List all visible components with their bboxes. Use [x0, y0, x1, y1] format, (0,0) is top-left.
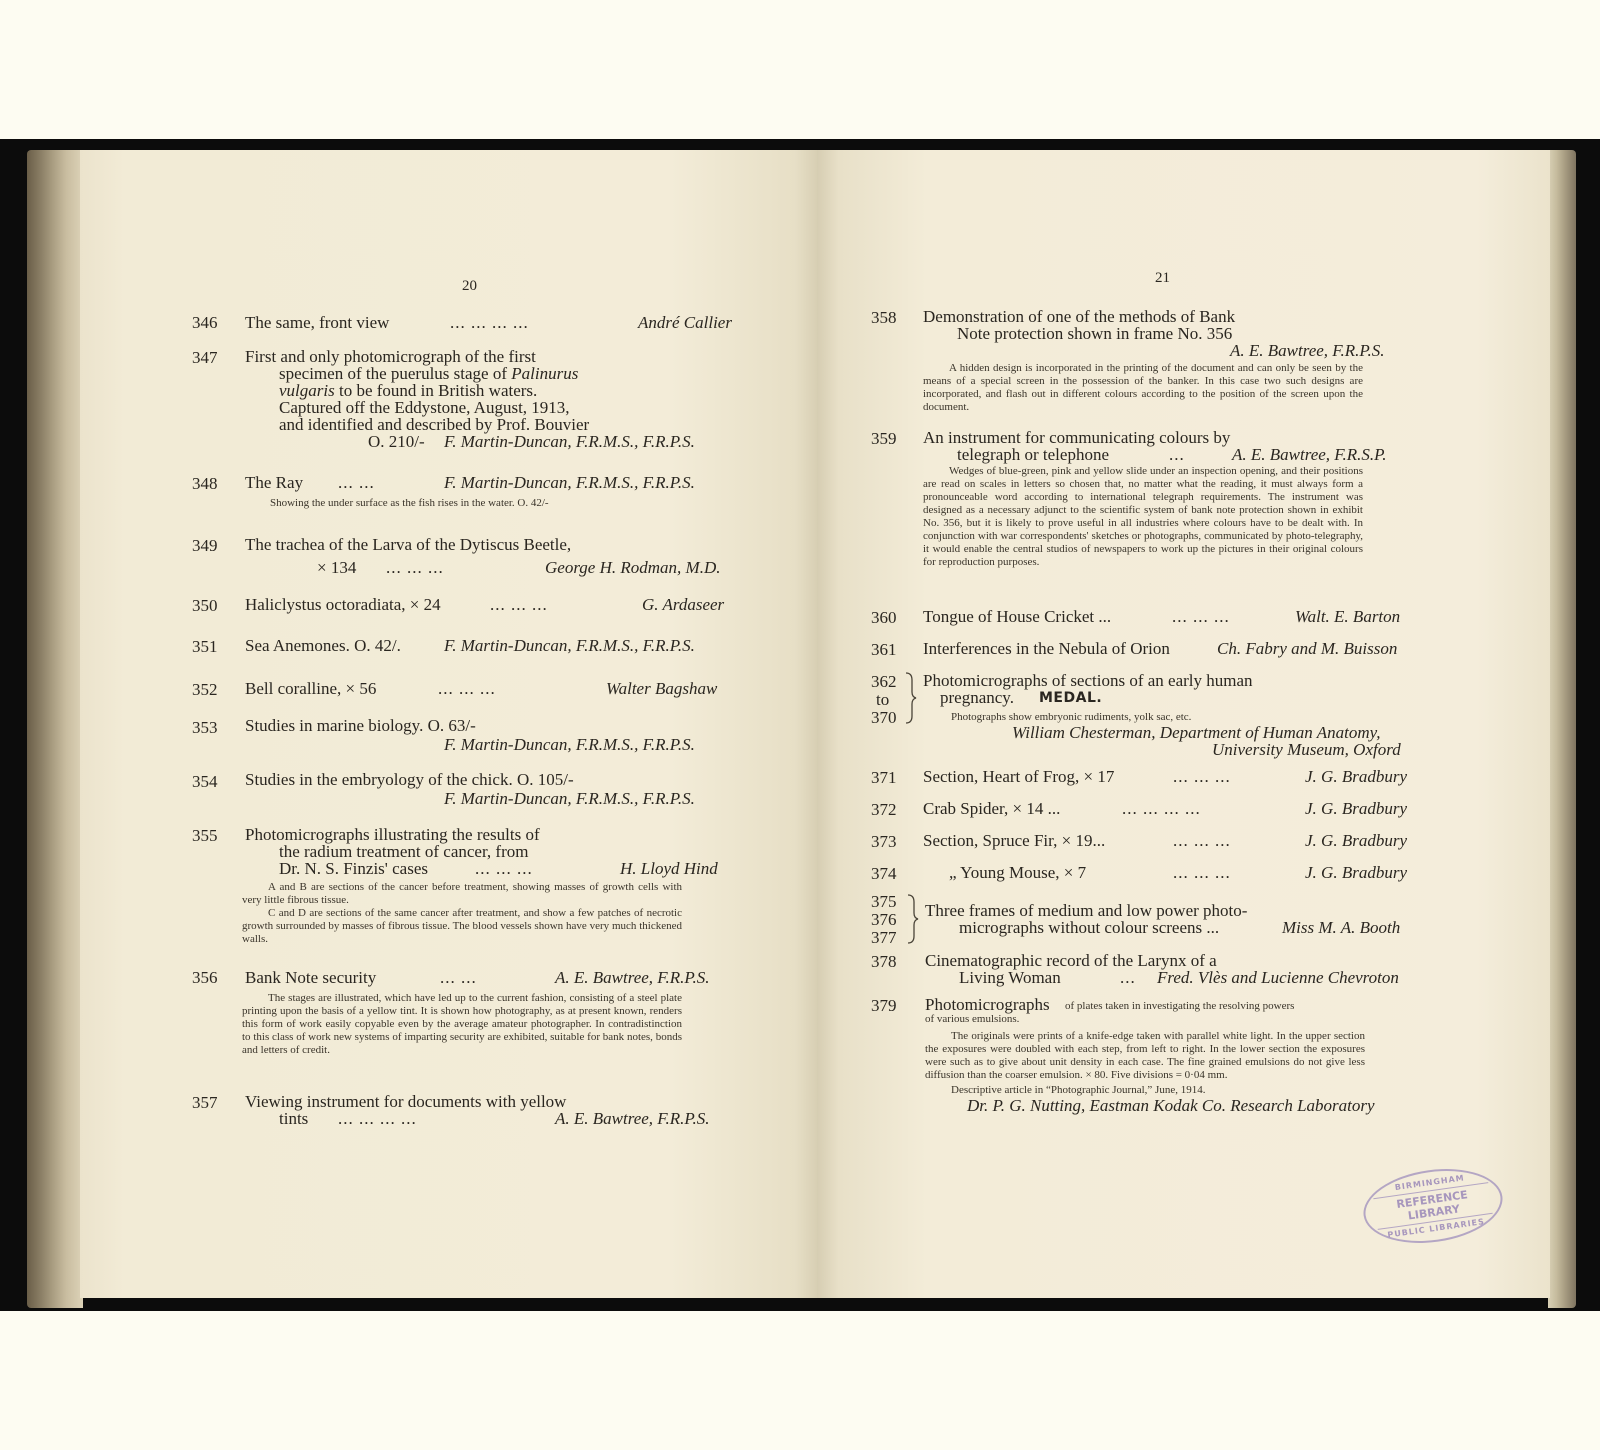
entry-title: Photomicrographs illustrating the results of [245, 825, 540, 844]
entry-number-to: to [876, 690, 890, 709]
entry-author: George H. Rodman, M.D. [545, 558, 721, 577]
entry-title-line: micrographs without colour screens ... [959, 918, 1220, 937]
leader-dots: ... ... ... ... [450, 313, 529, 332]
entry-number: 352 [192, 680, 218, 699]
entry-note: Showing the under surface as the fish rises in the water. O. 42/- [270, 497, 549, 509]
entry-number: 356 [192, 968, 218, 987]
entry-number-end: 377 [871, 928, 897, 947]
page-number: 21 [1155, 270, 1170, 286]
entry-number: 358 [871, 308, 897, 327]
entry-number-start: 375 [871, 892, 897, 911]
entry-author: G. Ardaseer [642, 595, 725, 614]
entry-title: An instrument for communicating colours by [923, 428, 1231, 447]
entry-title-line: Living Woman [959, 968, 1061, 987]
entry-number: 374 [871, 864, 897, 883]
leader-dots: ... ... ... ... [1122, 799, 1201, 818]
page-number: 20 [462, 278, 477, 294]
entry-number: 373 [871, 832, 897, 851]
book-edge-left [27, 150, 83, 1308]
entry-note: Photographs show embryonic rudiments, yolk sac, etc. [951, 711, 1192, 723]
entry-title: Cinematographic record of the Larynx of a [925, 951, 1217, 970]
entry-author: Walter Bagshaw [606, 679, 718, 698]
entry-note: The stages are illustrated, which have led up to the current fashion, consisting of a steel plate printing upon the basis of a yellow tint. It is shown how photography, as at present known, renders this form of work easily copyable even by the average amateur photographer. In contradistinction to this class of work new systems of imparting security are exhibited, suitable for bank notes, bonds and letters of credit. [242, 992, 682, 1056]
entry-number: 371 [871, 768, 897, 787]
entry-title: „ Young Mouse, × 7 [949, 863, 1087, 882]
leader-dots: ... ... ... [386, 558, 444, 577]
leader-dots: ... [1120, 968, 1136, 987]
entry-title: Section, Spruce Fir, × 19... [923, 831, 1106, 850]
entry-title-line: Captured off the Eddystone, August, 1913, [279, 398, 570, 417]
entry-subtitle: of various emulsions. [925, 1013, 1020, 1025]
entry-title: The same, front view [245, 313, 390, 332]
entry-author: A. E. Bawtree, F.R.P.S. [555, 1109, 710, 1128]
entry-title-line: pregnancy. [940, 688, 1014, 707]
entry-note: A and B are sections of the cancer before treatment, showing masses of growth cells with very little fibrous tissue. [242, 881, 682, 906]
leader-dots: ... ... [440, 968, 477, 987]
entry-number: 355 [192, 826, 218, 845]
entry-author: J. G. Bradbury [1305, 767, 1407, 786]
entry-title: Studies in marine biology. O. 63/- [245, 716, 476, 735]
leader-dots: ... ... ... ... [338, 1109, 417, 1128]
right-brace-icon [907, 894, 919, 944]
entry-price: O. 210/- [368, 432, 425, 451]
left-page [80, 150, 817, 1298]
entry-author: A. E. Bawtree, F.R.S.P. [1232, 445, 1387, 464]
entry-magnification: × 134 [317, 558, 357, 577]
leader-dots: ... ... [338, 473, 375, 492]
entry-author: F. Martin-Duncan, F.R.M.S., F.R.P.S. [444, 473, 695, 492]
entry-author: William Chesterman, Department of Human Anatomy, [1012, 723, 1381, 742]
entry-number: 354 [192, 772, 218, 791]
entry-author: Fred. Vlès and Lucienne Chevroton [1157, 968, 1399, 987]
entry-author: F. Martin-Duncan, F.R.M.S., F.R.P.S. [444, 636, 695, 655]
entry-title: Section, Heart of Frog, × 17 [923, 767, 1115, 786]
entry-title: The Ray [245, 473, 304, 492]
medal-award: MEDAL. [1039, 690, 1103, 706]
entry-title-text: specimen of the puerulus stage of [279, 364, 508, 383]
stamp-line: PUBLIC LIBRARIES [1386, 1217, 1486, 1240]
entry-number: 347 [192, 348, 218, 367]
right-page [817, 150, 1550, 1298]
leader-dots: ... ... ... [438, 679, 496, 698]
entry-title: Photomicrographs of sections of an early human [923, 671, 1253, 690]
entry-title: Viewing instrument for documents with yellow [245, 1092, 567, 1111]
entry-subtitle: of plates taken in investigating the resolving powers [1065, 1000, 1295, 1012]
entry-number: 357 [192, 1093, 218, 1112]
leader-dots: ... ... ... [1173, 863, 1231, 882]
entry-number: 350 [192, 596, 218, 615]
entry-author: Ch. Fabry and M. Buisson [1217, 639, 1398, 658]
entry-number: 349 [192, 536, 218, 555]
entry-title: Demonstration of one of the methods of Bank [923, 307, 1236, 326]
entry-title: Three frames of medium and low power photo- [925, 901, 1248, 920]
entry-number: 353 [192, 718, 218, 737]
entry-title-line: and identified and described by Prof. Bouvier [279, 415, 590, 434]
right-brace-icon [905, 672, 917, 724]
entry-title-line: Note protection shown in frame No. 356 [957, 324, 1233, 343]
entry-author: J. G. Bradbury [1305, 799, 1407, 818]
leader-dots: ... [1169, 445, 1185, 464]
entry-author: J. G. Bradbury [1305, 831, 1407, 850]
entry-note: C and D are sections of the same cancer after treatment, and show a few patches of necrotic growth surrounded by masses of fibrous tissue. The blood vessels shown have very much thickened walls. [242, 907, 682, 945]
entry-title: Photomicrographs [925, 995, 1050, 1014]
entry-number: 359 [871, 429, 897, 448]
entry-author: Miss M. A. Booth [1282, 918, 1401, 937]
entry-note: The originals were prints of a knife-edge taken with parallel white light. In the upper section the exposures were doubled with each step, from left to right. In the lower section the exposures were such as to give about unit density in each case. The fine grained emulsions do not give less diffusion than the coarser emulsion. × 80. Five divisions = 0·04 mm. [925, 1030, 1365, 1081]
entry-note: Wedges of blue-green, pink and yellow slide under an inspection opening, and their positions are read on scales in letters so chosen that, no matter what the reading, it must always form a pronounceable word according to international telegraph requirements. The instrument was designed as a necessary adjunct to the scientific system of bank note protection shown in exhibit No. 356, but it is likely to prove useful in all industries where colours have to be dealt with. In conjunction with war correspondents' sketches or photographs, communicated by photo-telegraphy, it would enable the central studios of newspapers to work up the pictures in their original colours for reproduction purposes. [923, 465, 1363, 568]
book-edge-right [1548, 150, 1576, 1308]
leader-dots: ... ... ... [475, 859, 533, 878]
entry-title-line: telegraph or telephone [957, 445, 1109, 464]
entry-author: Walt. E. Barton [1295, 607, 1401, 626]
entry-author: F. Martin-Duncan, F.R.M.S., F.R.P.S. [444, 432, 695, 451]
entry-author-affiliation: University Museum, Oxford [1212, 740, 1401, 759]
entry-note: A hidden design is incorporated in the printing of the document and can only be seen by the means of a special screen in the possession of the banker. In this case two such designs are incorporated, and flash out in different colours according to the position of the screen upon the document. [923, 362, 1363, 413]
species-name: vulgaris [279, 381, 335, 400]
entry-title: Studies in the embryology of the chick. O. 105/- [245, 770, 574, 789]
stamp-line: REFERENCE LIBRARY [1373, 1182, 1492, 1230]
entry-number: 348 [192, 474, 218, 493]
entry-title: Sea Anemones. O. 42/. [245, 636, 401, 655]
entry-title: First and only photomicrograph of the first [245, 347, 536, 366]
entry-title-line: tints [279, 1109, 309, 1128]
entry-author: A. E. Bawtree, F.R.P.S. [1230, 341, 1385, 360]
entry-author: F. Martin-Duncan, F.R.M.S., F.R.P.S. [444, 789, 695, 808]
entry-number-start: 362 [871, 672, 897, 691]
entry-number: 378 [871, 952, 897, 971]
entry-number: 361 [871, 640, 897, 659]
entry-title: The trachea of the Larva of the Dytiscus Beetle, [245, 535, 572, 554]
entry-title: Bank Note security [245, 968, 377, 987]
leader-dots: ... ... ... [490, 595, 548, 614]
entry-title: Tongue of House Cricket ... [923, 607, 1112, 626]
leader-dots: ... ... ... [1173, 831, 1231, 850]
entry-title: Haliclystus octoradiata, × 24 [245, 595, 441, 614]
species-name: Palinurus [511, 364, 579, 383]
entry-title-line: the radium treatment of cancer, from [279, 842, 529, 861]
entry-title-text: to be found in British waters. [338, 381, 538, 400]
leader-dots: ... ... ... [1173, 767, 1231, 786]
entry-number: 372 [871, 800, 897, 819]
entry-author: F. Martin-Duncan, F.R.M.S., F.R.P.S. [444, 735, 695, 754]
stamp-line: BIRMINGHAM [1394, 1173, 1466, 1193]
entry-number: 360 [871, 608, 897, 627]
entry-author: André Callier [638, 313, 732, 332]
entry-author: A. E. Bawtree, F.R.P.S. [555, 968, 710, 987]
entry-number-end: 370 [871, 708, 897, 727]
entry-author: J. G. Bradbury [1305, 863, 1407, 882]
entry-title-line: Dr. N. S. Finzis' cases [279, 859, 428, 878]
entry-reference: Descriptive article in “Photographic Journal,” June, 1914. [951, 1084, 1206, 1096]
entry-number-mid: 376 [871, 910, 897, 929]
entry-author: H. Lloyd Hind [620, 859, 718, 878]
entry-number: 346 [192, 313, 218, 332]
leader-dots: ... ... ... [1172, 607, 1230, 626]
entry-title: Bell coralline, × 56 [245, 679, 377, 698]
entry-number: 351 [192, 637, 218, 656]
entry-title: Interferences in the Nebula of Orion [923, 639, 1170, 658]
entry-title: Crab Spider, × 14 ... [923, 799, 1061, 818]
entry-author: Dr. P. G. Nutting, Eastman Kodak Co. Research Laboratory [967, 1096, 1375, 1115]
entry-number: 379 [871, 996, 897, 1015]
